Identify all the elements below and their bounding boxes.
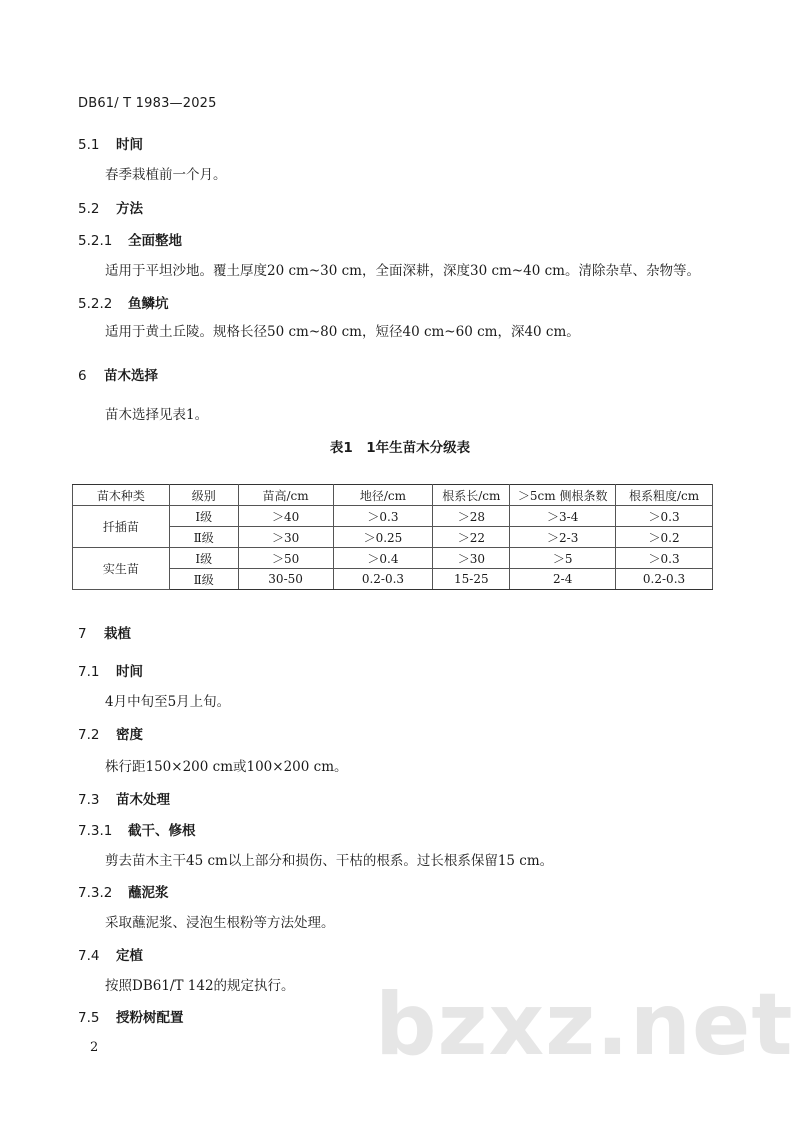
section-7-2-heading	[78, 723, 143, 743]
section-7-3-2-text: 采取蘸泥浆、浸泡生根粉等方法处理。	[105, 915, 335, 931]
section-number: 7.3	[78, 792, 100, 808]
table-cell: ＞22	[433, 527, 510, 548]
column-header: ＞5cm 侧根条数	[510, 485, 616, 506]
column-header: 地径/cm	[333, 485, 433, 506]
section-7-3-1-text: 剪去苗木主干45 cm以上部分和损伤、干枯的根系。过长根系保留15 cm。	[105, 853, 554, 869]
column-header: 苗木种类	[73, 485, 170, 506]
section-title: 授粉树配置	[116, 1010, 184, 1026]
section-7-5-heading	[78, 1006, 184, 1026]
section-7-3-heading	[78, 788, 170, 808]
section-title: 时间	[116, 137, 143, 153]
section-title: 栽植	[104, 626, 131, 642]
section-5-2-2-text: 适用于黄土丘陵。规格长径50 cm~80 cm，短径40 cm~60 cm，深40 cm。	[105, 324, 580, 340]
section-6-heading	[78, 364, 158, 384]
section-7-4-text: 按照DB61/T 142的规定执行。	[105, 978, 295, 994]
section-number: 5.2	[78, 201, 100, 217]
section-7-1-heading	[78, 660, 143, 680]
table-cell: ＞0.3	[616, 548, 713, 569]
table-cell: ＞3-4	[510, 506, 616, 527]
section-7-1-text: 4月中旬至5月上旬。	[105, 694, 231, 710]
table-cell: ＞5	[510, 548, 616, 569]
table-cell: 15-25	[433, 569, 510, 590]
section-7-3-1-heading	[78, 819, 196, 839]
table-caption: 表1 1年生苗木分级表	[329, 440, 471, 456]
table-row	[73, 506, 713, 527]
section-number: 5.1	[78, 137, 100, 153]
table-row	[73, 548, 713, 569]
table-cell: ＞0.3	[616, 506, 713, 527]
section-5-2-2-heading	[78, 292, 169, 312]
section-7-heading	[78, 622, 131, 642]
table-cell: ＞30	[433, 548, 510, 569]
section-number: 7.4	[78, 948, 100, 964]
table-cell: ＞0.25	[333, 527, 433, 548]
table-cell: ＞30	[238, 527, 333, 548]
watermark: bzxz.net	[375, 975, 794, 1075]
section-title: 全面整地	[128, 233, 182, 249]
section-title: 鱼鳞坑	[128, 296, 169, 312]
section-5-2-1-text: 适用于平坦沙地。覆土厚度20 cm~30 cm，全面深耕，深度30 cm~40 cm。清除杂草、杂物等。	[105, 263, 700, 279]
table-cell: 30-50	[238, 569, 333, 590]
table-cell: ＞40	[238, 506, 333, 527]
section-number: 5.2.2	[78, 296, 113, 312]
table-cell: Ⅰ级	[169, 548, 238, 569]
section-title: 苗木选择	[104, 368, 158, 384]
column-header: 级别	[169, 485, 238, 506]
table-row	[73, 527, 713, 548]
section-number: 7.5	[78, 1010, 100, 1026]
table-cell: ＞2-3	[510, 527, 616, 548]
table-header-row	[73, 485, 713, 506]
section-5-1-heading	[78, 133, 143, 153]
section-title: 方法	[116, 201, 143, 217]
section-5-2-1-heading	[78, 229, 182, 249]
table-cell: Ⅱ级	[169, 527, 238, 548]
table-cell: ＞50	[238, 548, 333, 569]
section-title: 时间	[116, 664, 143, 680]
section-7-2-text: 株行距150×200 cm或100×200 cm。	[105, 759, 348, 775]
table-cell: 2-4	[510, 569, 616, 590]
section-number: 5.2.1	[78, 233, 113, 249]
table-cell: 0.2-0.3	[333, 569, 433, 590]
table-cell: Ⅰ级	[169, 506, 238, 527]
table-cell: ＞0.4	[333, 548, 433, 569]
section-number: 6	[78, 368, 87, 384]
column-header: 根系粗度/cm	[616, 485, 713, 506]
seedling-type-cell: 实生苗	[73, 548, 170, 590]
table-cell: ＞0.3	[333, 506, 433, 527]
table-cell: ＞28	[433, 506, 510, 527]
section-number: 7.3.1	[78, 823, 113, 839]
column-header: 苗高/cm	[238, 485, 333, 506]
column-header: 根系长/cm	[433, 485, 510, 506]
table-row	[73, 569, 713, 590]
section-title: 蘸泥浆	[128, 885, 169, 901]
section-7-3-2-heading	[78, 881, 169, 901]
section-number: 7.3.2	[78, 885, 113, 901]
section-title: 截干、修根	[128, 823, 196, 839]
page-number: 2	[90, 1040, 99, 1055]
table-cell: Ⅱ级	[169, 569, 238, 590]
section-title: 苗木处理	[116, 792, 170, 808]
table-cell: ＞0.2	[616, 527, 713, 548]
seedling-grade-table	[72, 484, 713, 590]
section-number: 7.2	[78, 727, 100, 743]
section-6-text: 苗木选择见表1。	[105, 407, 209, 423]
section-5-2-heading	[78, 197, 143, 217]
section-number: 7	[78, 626, 87, 642]
section-7-4-heading	[78, 944, 143, 964]
seedling-type-cell: 扦插苗	[73, 506, 170, 548]
section-title: 定植	[116, 948, 143, 964]
document-code: DB61/ T 1983—2025	[78, 96, 217, 111]
section-number: 7.1	[78, 664, 100, 680]
table-cell: 0.2-0.3	[616, 569, 713, 590]
section-5-1-text: 春季栽植前一个月。	[105, 167, 227, 183]
section-title: 密度	[116, 727, 143, 743]
